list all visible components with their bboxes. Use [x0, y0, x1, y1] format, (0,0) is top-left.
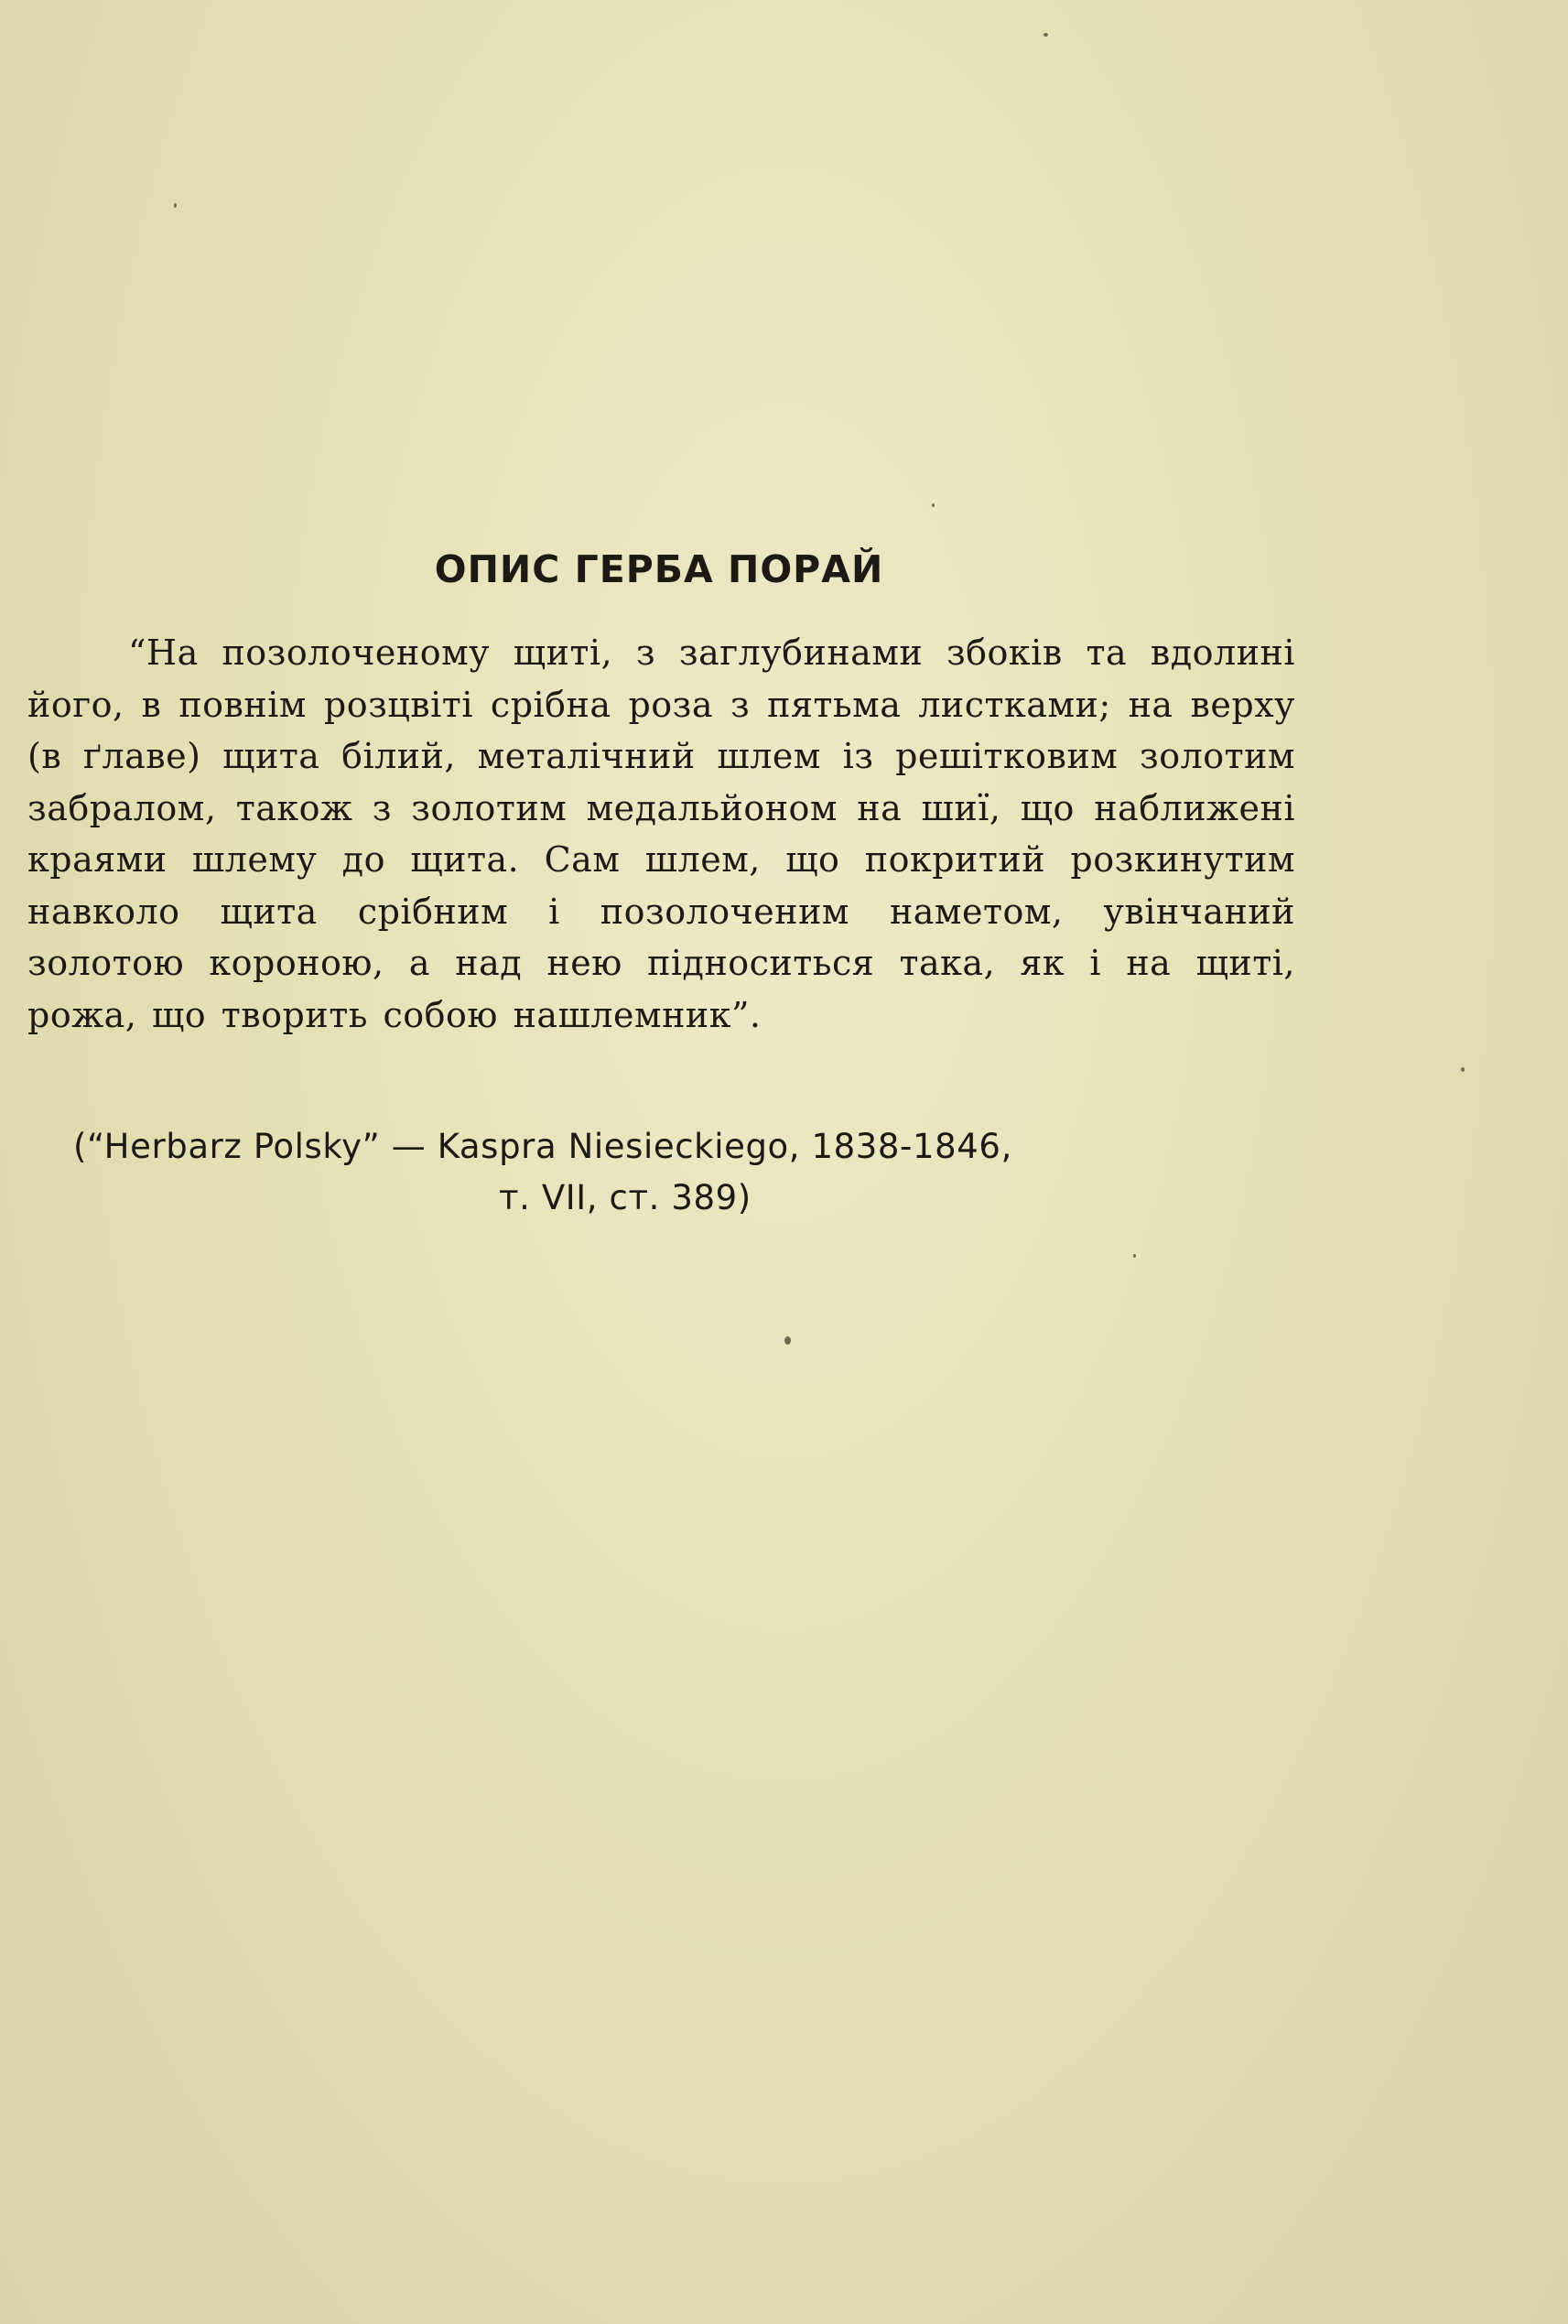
paper-speck	[174, 203, 177, 208]
citation-line-1: (“Herbarz Polsky” — Kaspra Niesieckiego, 1838-1846,	[73, 1127, 1012, 1166]
paper-speck	[1044, 33, 1048, 37]
paper-speck	[932, 503, 935, 507]
citation-line-2: т. VII, ст. 389)	[499, 1178, 752, 1217]
paper-speck	[784, 1336, 791, 1345]
page-title: ОПИС ГЕРБА ПОРАЙ	[434, 547, 884, 591]
paper-speck	[1133, 1254, 1136, 1258]
paper-speck	[1461, 1067, 1465, 1072]
citation	[73, 1121, 1272, 1224]
quote-paragraph: “На позолоченому щиті, з заглубинами збоків та вдолині його, в повнім розцвіті срібна роза з пятьма листками; на верху (в ґлаве) щита білий, металічний шлем із решітковим золотим забралом, також з золотим медальйоном на шиї, що наближені краями шлему до щита. Сам шлем, що покритий розкинутим навколо щита срібним і позолоченим наметом, увінчаний золотою короною, а над нею підноситься така, як і на щиті, рожа, що творить собою нашлемник”.	[27, 632, 1295, 1035]
